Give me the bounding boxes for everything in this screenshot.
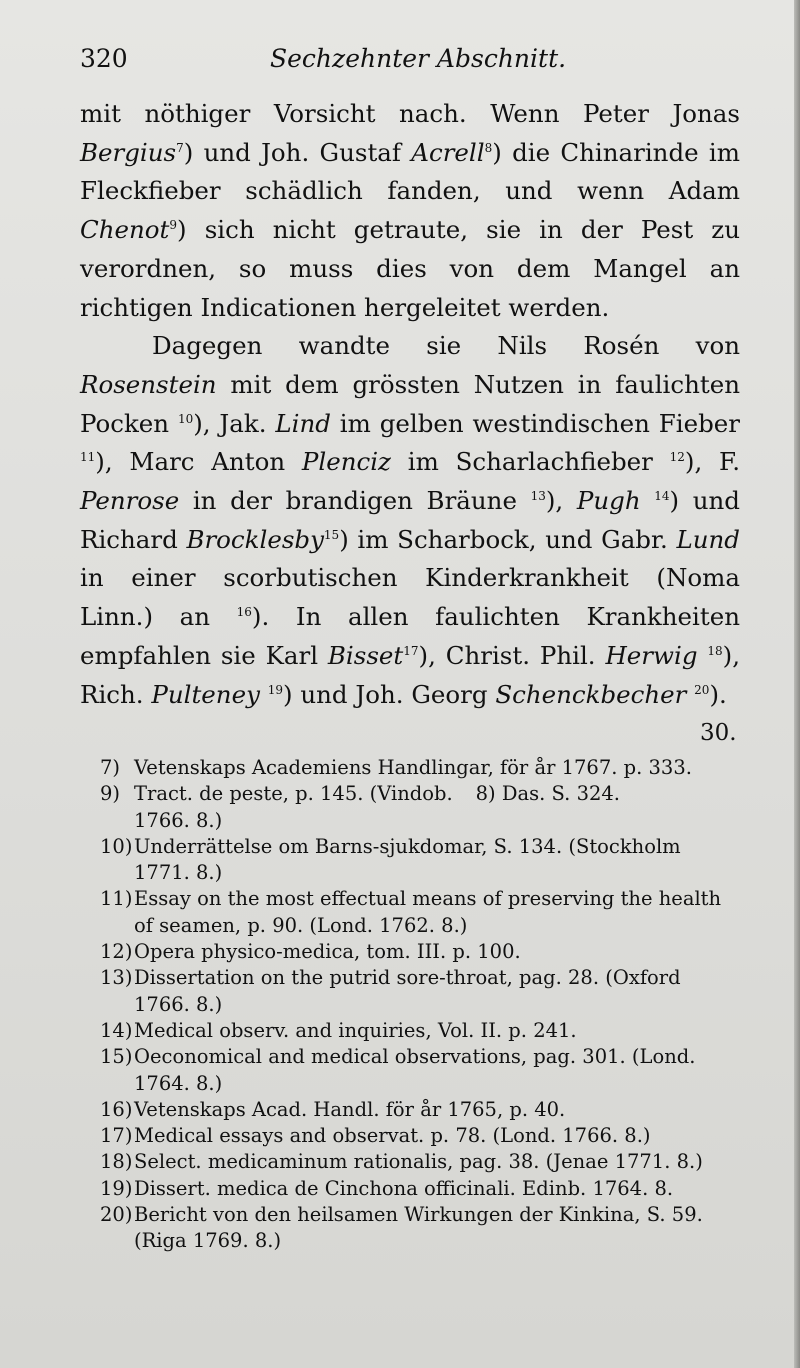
footnote <box>100 1149 740 1175</box>
text-run: ), Christ. Phil. <box>418 640 606 670</box>
text-run: mit nöthiger Vorsicht nach. Wenn Peter Jonas <box>80 99 740 128</box>
text-run: ) sich nicht getraute, sie in der Pest zu verordnen, so muss dies von dem Mangel an richtigen Indicationen hergeleitet werden. <box>80 215 740 322</box>
text-run: ), Marc Anton <box>95 447 302 477</box>
person-name: Pulteney <box>151 679 260 709</box>
footnote <box>100 1097 740 1123</box>
footnote-ref: 13 <box>530 488 546 503</box>
person-name: Rosenstein <box>80 369 217 399</box>
page-header <box>80 40 730 80</box>
footnote-ref: 8 <box>484 140 493 155</box>
footnote <box>100 755 740 806</box>
footnote-ref: 14 <box>654 488 670 503</box>
footnote-number: 20) <box>100 1203 133 1227</box>
footnotes <box>100 755 740 1255</box>
footnote-ref: 10 <box>177 411 194 426</box>
person-name: Chenot <box>80 215 170 245</box>
paragraph-2 <box>80 327 740 714</box>
text-run: ), Jak. <box>193 408 276 438</box>
footnote-number: 18) <box>100 1150 133 1174</box>
footnote-ref: 16 <box>236 604 252 619</box>
footnote <box>100 1044 740 1097</box>
footnote-text: Vetenskaps Acad. Handl. för år 1765, p. 40. <box>134 1097 566 1121</box>
footnote-ref: 19 <box>267 682 284 697</box>
text-run: ) die Chinarinde im Fleckfieber schädlich fanden, und wenn Adam <box>80 137 740 206</box>
text-run: ) im Scharbock, und Gabr. <box>339 524 677 554</box>
footnote-number: 14) <box>100 1018 133 1042</box>
person-name: Schenckbecher <box>495 679 687 709</box>
footnote <box>100 1202 740 1255</box>
text-run: in der brandigen Bräune <box>179 486 531 516</box>
footnote-ref: 12 <box>669 450 685 465</box>
text-run: ). <box>709 679 727 709</box>
footnote-number: 10) <box>100 834 133 858</box>
catchword: 30. <box>700 720 737 746</box>
footnote-inline: 8) Das. S. 324. <box>475 782 620 806</box>
page-edge-shadow <box>794 0 800 1368</box>
text-run: ). In allen faulichten Krankheiten empfahlen sie Karl <box>80 602 740 670</box>
footnote-text: Medical essays and observat. p. 78. (Lond. 1766. 8.) <box>134 1124 651 1148</box>
footnote <box>100 939 740 965</box>
footnote-number: 17) <box>100 1124 133 1148</box>
footnote <box>100 834 740 887</box>
footnote-number: 7) <box>100 756 121 779</box>
person-name: Herwig <box>605 640 698 670</box>
person-name: Penrose <box>80 486 180 516</box>
footnote-ref: 15 <box>323 527 340 542</box>
text-run <box>686 680 694 709</box>
footnote-ref: 17 <box>403 643 419 658</box>
paragraph-1 <box>80 95 740 327</box>
text-run: im Scharlachfieber <box>390 447 670 477</box>
text-run: mit dem grössten Nutzen in faulichten Pocken <box>80 369 740 438</box>
footnote-text: Underrättelse om Barns-sjukdomar, S. 134. (Stockholm 1771. 8.) <box>134 834 681 885</box>
footnote-number: 15) <box>100 1045 133 1069</box>
text-run: ), Rich. <box>80 640 741 709</box>
footnote-number: 19) <box>100 1176 133 1200</box>
footnote-number: 13) <box>100 966 133 990</box>
page-number: 320 <box>80 44 128 73</box>
running-head: Sechzehnter Abschnitt. <box>270 44 567 73</box>
footnote-ref: 20 <box>694 682 710 697</box>
text-run: ) und Joh. Gustaf <box>183 137 412 167</box>
footnote-text: Select. medicaminum rationalis, pag. 38. (Jenae 1771. 8.) <box>134 1150 703 1174</box>
footnote-text: Essay on the most effectual means of preserving the health of seamen, p. 90. (Lond. 1762. 8.) <box>134 887 722 937</box>
footnote-number: 16) <box>100 1097 133 1121</box>
person-name: Plenciz <box>301 447 391 477</box>
footnote-ref: 9 <box>169 217 178 232</box>
footnote-text: Dissert. medica de Cinchona officinali. Edinb. 1764. 8. <box>134 1176 674 1200</box>
footnote-ref: 11 <box>80 450 96 465</box>
footnote-text: Tract. de peste, p. 145. (Vindob. 1766. 8.) <box>134 782 453 832</box>
footnote <box>100 781 740 834</box>
person-name: Brocklesby <box>186 524 324 554</box>
text-run: ), <box>545 486 577 516</box>
footnote-text: Dissertation on the putrid sore-throat, pag. 28. (Oxford 1766. 8.) <box>134 966 681 1016</box>
footnote-text: Oeconomical and medical observations, pag. 301. (Lond. 1764. 8.) <box>134 1045 696 1095</box>
text-run: im gelben westindischen Fieber <box>330 408 740 438</box>
footnote-text: Vetenskaps Academiens Handlingar, för år 1767. p. 333. <box>134 756 692 779</box>
footnote-text: Opera physico-medica, tom. III. p. 100. <box>134 940 521 964</box>
text-run <box>641 486 655 515</box>
person-name: Bergius <box>80 137 177 167</box>
footnote <box>100 886 740 939</box>
text-run: Dagegen wandte sie Nils Rosén von <box>152 331 740 361</box>
footnote-number: 9) <box>100 782 121 806</box>
footnote <box>100 1176 740 1202</box>
footnote-number: 12) <box>100 940 133 964</box>
person-name: Bisset <box>327 640 404 670</box>
person-name: Acrell <box>411 137 485 167</box>
main-text <box>80 95 740 714</box>
text-run: ), F. <box>684 447 741 477</box>
footnote <box>100 1123 740 1149</box>
footnote-text: Medical observ. and inquiries, Vol. II. p. 241. <box>134 1018 577 1042</box>
text-run <box>260 680 268 709</box>
footnote <box>100 965 740 1018</box>
text-run: ) und Richard <box>80 486 740 554</box>
footnote-ref: 18 <box>707 643 723 658</box>
footnote-text: Bericht von den heilsamen Wirkungen der Kinkina, S. 59. (Riga 1769. 8.) <box>134 1203 703 1253</box>
text-run <box>698 641 708 670</box>
text-run: in einer scorbutischen Kinderkrankheit (Noma Linn.) an <box>80 563 740 632</box>
person-name: Lund <box>676 524 740 554</box>
text-run: ) und Joh. Georg <box>283 679 496 709</box>
footnote-number: 11) <box>100 887 133 911</box>
person-name: Pugh <box>576 486 641 516</box>
footnote <box>100 1018 740 1044</box>
person-name: Lind <box>275 408 331 438</box>
footnote-ref: 7 <box>176 140 184 155</box>
